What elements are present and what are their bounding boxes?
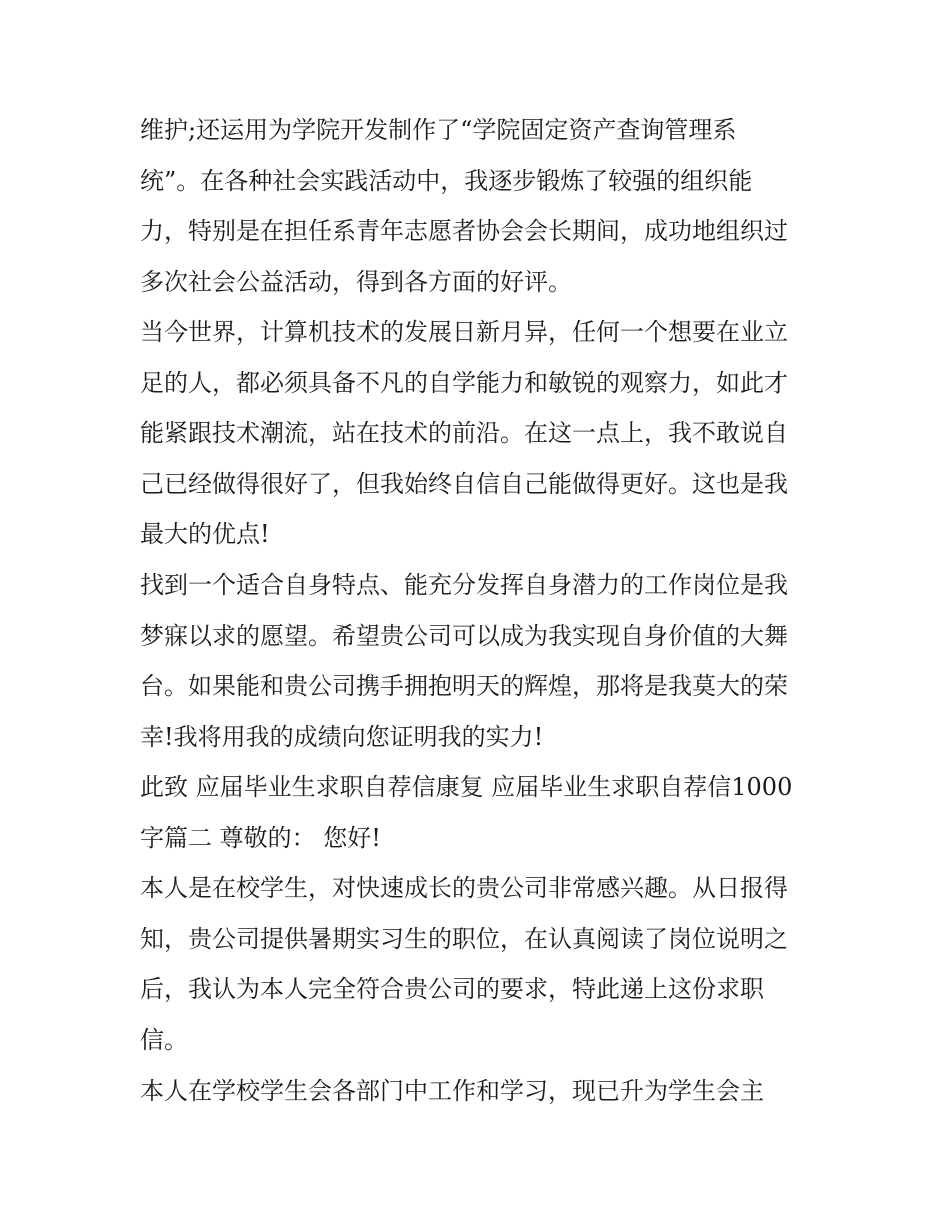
text-line: 台。如果能和贵公司携手拥抱明天的辉煌，那将是我莫大的荣	[140, 672, 788, 700]
text-line: 本人是在校学生，对快速成长的贵公司非常感兴趣。从日报得	[140, 874, 788, 902]
text-line: 力，特别是在担任系青年志愿者协会会长期间，成功地组织过	[140, 217, 788, 245]
text-line: 最大的优点!	[140, 520, 270, 548]
text-line: 多次社会公益活动，得到各方面的好评。	[140, 268, 572, 296]
text-line: 梦寐以求的愿望。希望贵公司可以成为我实现自身价值的大舞	[140, 622, 788, 650]
text-line: 知，贵公司提供暑期实习生的职位，在认真阅读了岗位说明之	[140, 925, 788, 953]
text-line: 维护;还运用为学院开发制作了“学院固定资产查询管理系	[140, 116, 737, 144]
text-line: 后，我认为本人完全符合贵公司的要求，特此递上这份求职	[140, 975, 764, 1003]
text-line: 统”。在各种社会实践活动中，我逐步锻炼了较强的组织能	[140, 167, 753, 195]
text-line: 本人在学校学生会各部门中工作和学习，现已升为学生会主	[140, 1077, 764, 1105]
text-line: 足的人，都必须具备不凡的自学能力和敏锐的观察力，如此才	[140, 369, 788, 397]
text-line: 当今世界，计算机技术的发展日新月异，任何一个想要在业立	[140, 318, 788, 346]
text-line: 能紧跟技术潮流，站在技术的前沿。在这一点上，我不敢说自	[140, 419, 788, 447]
text-line: 找到一个适合自身特点、能充分发挥自身潜力的工作岗位是我	[140, 571, 788, 599]
text-line: 字篇二 尊敬的： 您好!	[140, 824, 381, 852]
text-line: 己已经做得很好了，但我始终自信自己能做得更好。这也是我	[140, 470, 788, 498]
text-line: 信。	[140, 1026, 188, 1054]
text-line: 幸!我将用我的成绩向您证明我的实力!	[140, 723, 544, 751]
text-line: 此致 应届毕业生求职自荐信康复 应届毕业生求职自荐信1000	[140, 773, 793, 801]
